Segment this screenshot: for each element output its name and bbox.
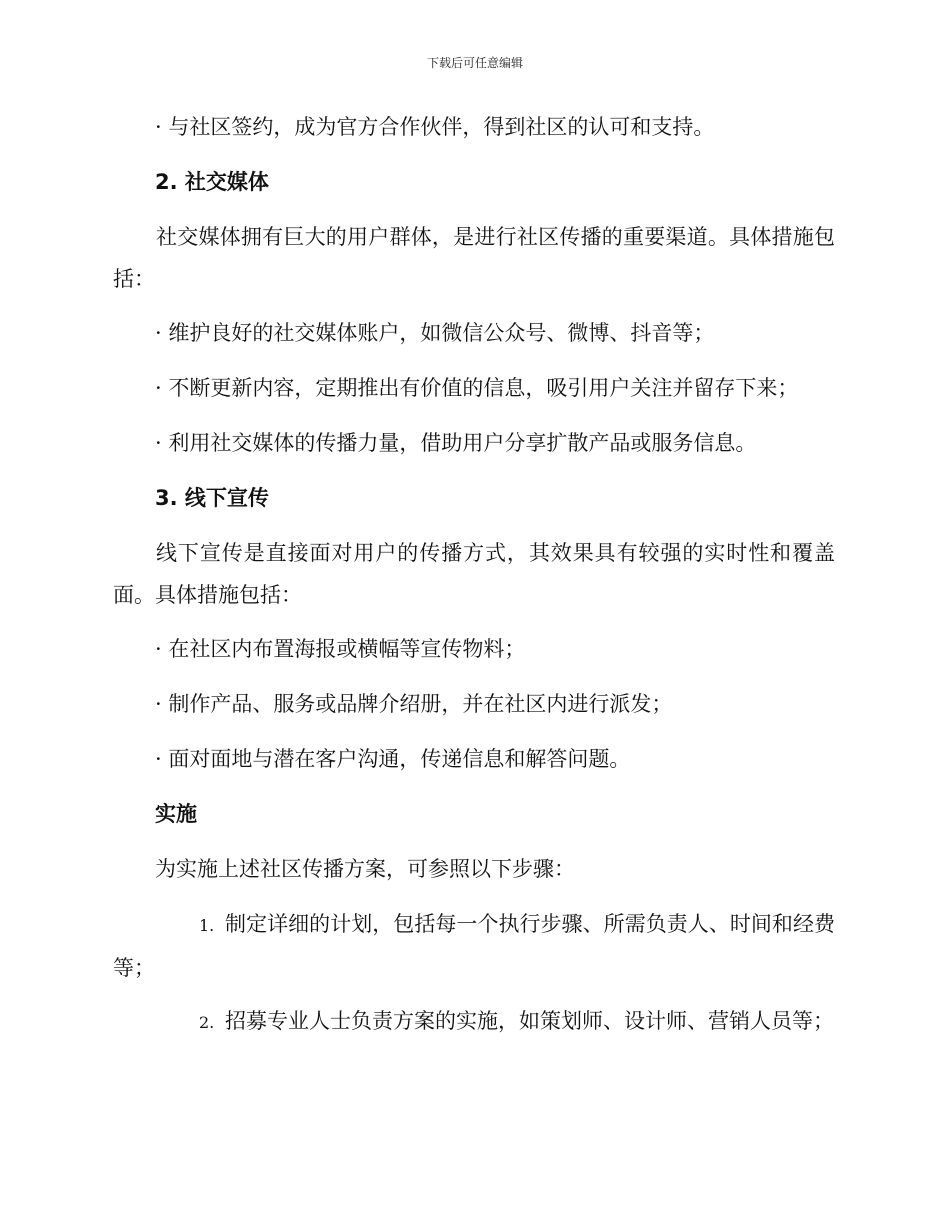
bullet-item: · 不断更新内容，定期推出有价值的信息，吸引用户关注并留存下来； — [155, 376, 799, 400]
section-3-heading: 3. 线下宣传 — [155, 486, 269, 510]
step-text: 招募专业人士负责方案的实施，如策划师、设计师、营销人员等； — [225, 1009, 834, 1033]
bullet-item: · 维护良好的社交媒体账户，如微信公众号、微博、抖音等； — [155, 321, 715, 345]
section-2-intro: 社交媒体拥有巨大的用户群体，是进行社区传播的重要渠道。具体措施包括： — [113, 225, 835, 291]
page-header: 下载后可任意编辑 — [426, 56, 523, 70]
bullet-item: · 制作产品、服务或品牌介绍册，并在社区内进行派发； — [155, 692, 673, 716]
bullet-item: · 面对面地与潜在客户沟通，传递信息和解答问题。 — [155, 747, 631, 771]
section-3-intro: 线下宣传是直接面对用户的传播方式，其效果具有较强的实时性和覆盖面。具体措施包括： — [113, 541, 835, 607]
bullet-item: · 与社区签约，成为官方合作伙伴，得到社区的认可和支持。 — [155, 115, 715, 139]
step-number: 2. — [199, 1013, 215, 1032]
bullet-item: · 在社区内布置海报或横幅等宣传物料； — [155, 637, 526, 661]
numbered-step — [113, 903, 835, 989]
bullet-item: · 利用社交媒体的传播力量，借助用户分享扩散产品或服务信息。 — [155, 431, 757, 455]
implementation-heading: 实施 — [155, 802, 197, 826]
step-text: 制定详细的计划，包括每一个执行步骤、所需负责人、时间和经费等； — [113, 912, 835, 980]
step-number: 1. — [199, 916, 215, 935]
section-2-heading: 2. 社交媒体 — [155, 170, 269, 194]
implementation-intro: 为实施上述社区传播方案，可参照以下步骤： — [155, 857, 575, 881]
numbered-step — [113, 1000, 835, 1044]
